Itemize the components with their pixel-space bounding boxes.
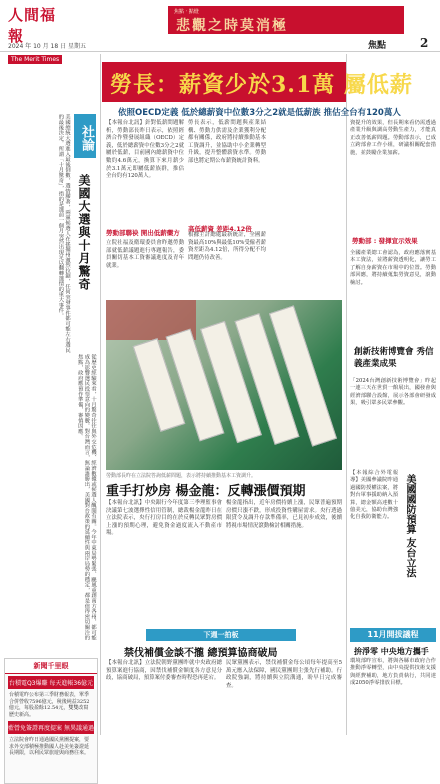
dateline: 2024 年 10 月 18 日 星期五 (8, 43, 86, 50)
article-headline: 創新技術博覽會 秀信義產業成果 (354, 347, 434, 369)
news-brief-text: 立法院會昨日通過國民黨團提案，要求外交部積極推動國人赴美免簽證延長期限，以利民眾旅遊與商務往來。 (9, 737, 90, 756)
article-text: 楊金龍指出，近年房價持續上漲，民眾普遍預期房價只漲不跌，形成投資性購屋需求。央行透過限貸令及調升存款準備率，已見初步成效，後續將視市場情況滾動檢討相關措施。 (226, 500, 342, 529)
news-brief-headline: 台積電Q3爆賺 每天進帳36億元 (8, 676, 94, 689)
lead-headline: 勞長：薪資少於3.1萬 屬低薪 (110, 72, 413, 98)
news-brief-text: 台積電昨公布第三季財務報表，單季合併營收7596億元，稅後純益3252億元，每股盈餘12.54元，雙雙改寫歷史新高。 (9, 692, 90, 718)
section-heading: 勞動部聯袂 開出低薪藥方 (106, 229, 180, 237)
article-text: 勞長表示，低薪問題與產業結構、勞動力供需及企業獲利分配都有關係，政府將持續推動基本工資調升，並協助中小企業轉型升級，提升整體薪資水準。勞動部也將定期公布薪資統計資料。 (188, 120, 266, 164)
vertical-headline: 美國國防預算 友台立法 (404, 474, 415, 578)
article-headline: 重手打炒房 楊金龍：反轉漲價預期 (106, 484, 306, 499)
news-brief-box (4, 658, 98, 784)
editorial-body: 美國總統大選進入最後倒數，選情膠著，兩黨候選人在搖擺州激烈拉鋸，任何突發事件都可能左右選民的最後決定。所謂「十月驚奇」，指的是選前一個月突然出現足以翻轉選情的重大事件。 (57, 114, 70, 353)
article-text: 【本報台北訊】中央銀行今年度第三季理監事會決議第七波選擇性信用管制，總裁楊金龍昨日在立法院表示，央行打房目的在於反轉民眾對房價上漲的預期心理，避免資金過度流入不動產市場。 (106, 500, 222, 537)
page-section-label: 焦點 (368, 41, 387, 51)
article-text: 【本報台北訊】針對低薪問題解析，勞動部長昨日表示，依照經濟合作暨發展組織（OECD）定義，低於總薪資中位數3分之2就屬於低薪，目前國內總薪資中位數約4.6萬元，換算下來月薪少於3.1萬元即屬低薪族群，推估全台約有120萬人。 (106, 120, 184, 180)
kicker-strip: 下週一拍板 (146, 629, 296, 641)
column-divider (346, 54, 347, 735)
news-photo (106, 300, 342, 470)
article-text: 民眾黨團表示，禁伐補償金每公頃每年提高至5萬元應入法保障，國民黨團則主張先行補助。行政院強調，將持續與立院溝通，盼早日完成審查。 (226, 660, 342, 689)
banner-text: 悲觀之時莫消極 (176, 18, 288, 34)
news-brief-title: 新聞千里眼 (5, 659, 97, 674)
article-text: 全國產業總工會認為，政府應落實基本工資法，並將薪資透明化，讓勞工了解自身薪資在市場中的位置。勞動部回應，將持續蒐集勞資意見，滾動檢討。 (350, 250, 436, 286)
page-number: 2 (420, 36, 429, 50)
logo-chinese: 人間福報 (8, 6, 57, 45)
article-text: 環境部昨宣布，將與各縣市政府合作推動淨零轉型，由中央提供技術支援與經費補助，地方負責執行，共同達成2050淨零排放目標。 (350, 658, 436, 687)
article-text: 資提升的效果，但長期來看仍需透過產業升級與調高勞動生產力，才能真正改善低薪問題。勞動部表示，已成立跨部會工作小組，研議相關配套措施，並鼓勵企業加薪。 (350, 120, 436, 156)
editorial-badge: 社論 (74, 114, 96, 158)
article-headline: 禁伐補償金談不攏 總預算協商破局 (124, 648, 278, 659)
article-text: 【本報台北訊】立法院朝野黨團昨就中央政府總預算案進行協商，因禁伐補償金額度各方意見分歧，協商破局，預算案付委審查時程恐再延宕。 (106, 660, 222, 682)
editorial-column (0, 54, 100, 756)
photo-caption: 勞動部長昨在立法院答詢低薪問題，表示將持續推動基本工資調升。 (106, 473, 257, 479)
banner-kicker: 焦點 ‧ 點燈 (174, 9, 199, 15)
article-text: 根據主計總處最新統計，全國薪資最高10%與最低10%受僱者薪資差距為4.12倍，所得分配不均問題仍待改善。 (188, 232, 266, 261)
article-headline: 拚淨零 中央地方攜手 (354, 646, 429, 656)
section-heading: 勞動部 : 發揮宣示效果 (352, 237, 418, 245)
lead-subhead: 依照OECD定義 低於總薪資中位數3分之2就是低薪族 推估全台有120萬人 (118, 108, 401, 118)
article-text: 「2024台灣創新技術博覽會」昨起一連三天在世貿一館展出，國發會與經濟部聯合設館，展示各部會研發成果，吸引眾多民眾參觀。 (350, 378, 436, 407)
masthead (0, 0, 440, 63)
article-text: 立院社福及衛環委員會昨邀勞動部就低薪議題進行專題報告，委員關切基本工資審議進度及青年就業。 (106, 240, 184, 269)
editorial-title: 美國大選與十月驚奇 (77, 174, 91, 291)
section-heading: 高低薪資 差距4.12倍 (188, 225, 252, 233)
editorial-body: 從歷史經驗來看，十月驚奇往往與外交危機、經濟數據或候選人醜聞有關。今年中東局勢緊張、颶風重創南方各州，都可能成為影響選民投票意向的變數。對台灣而言，無論誰勝出，美國對台政策的延續性與兩岸局勢的穩定，都是值得密切關注的焦點，政府應預作準備，審慎因應。 (76, 354, 96, 641)
top-banner (168, 6, 404, 34)
kicker-badge: 11月開拔議程 (350, 628, 436, 642)
lead-headline-box (102, 62, 413, 102)
logo-english: The Merit Times (8, 55, 62, 64)
news-brief-headline: 藍營免簽證再度提案 無異議通過 (8, 721, 94, 734)
column-divider (100, 54, 101, 735)
article-text: 【本報綜合外電報導】美國參議院昨通過國防授權法案，將對台軍事援助納入預算，總金額高達數十億美元，協助台灣強化自我防衛能力。 (350, 470, 398, 521)
right-column (348, 54, 440, 735)
